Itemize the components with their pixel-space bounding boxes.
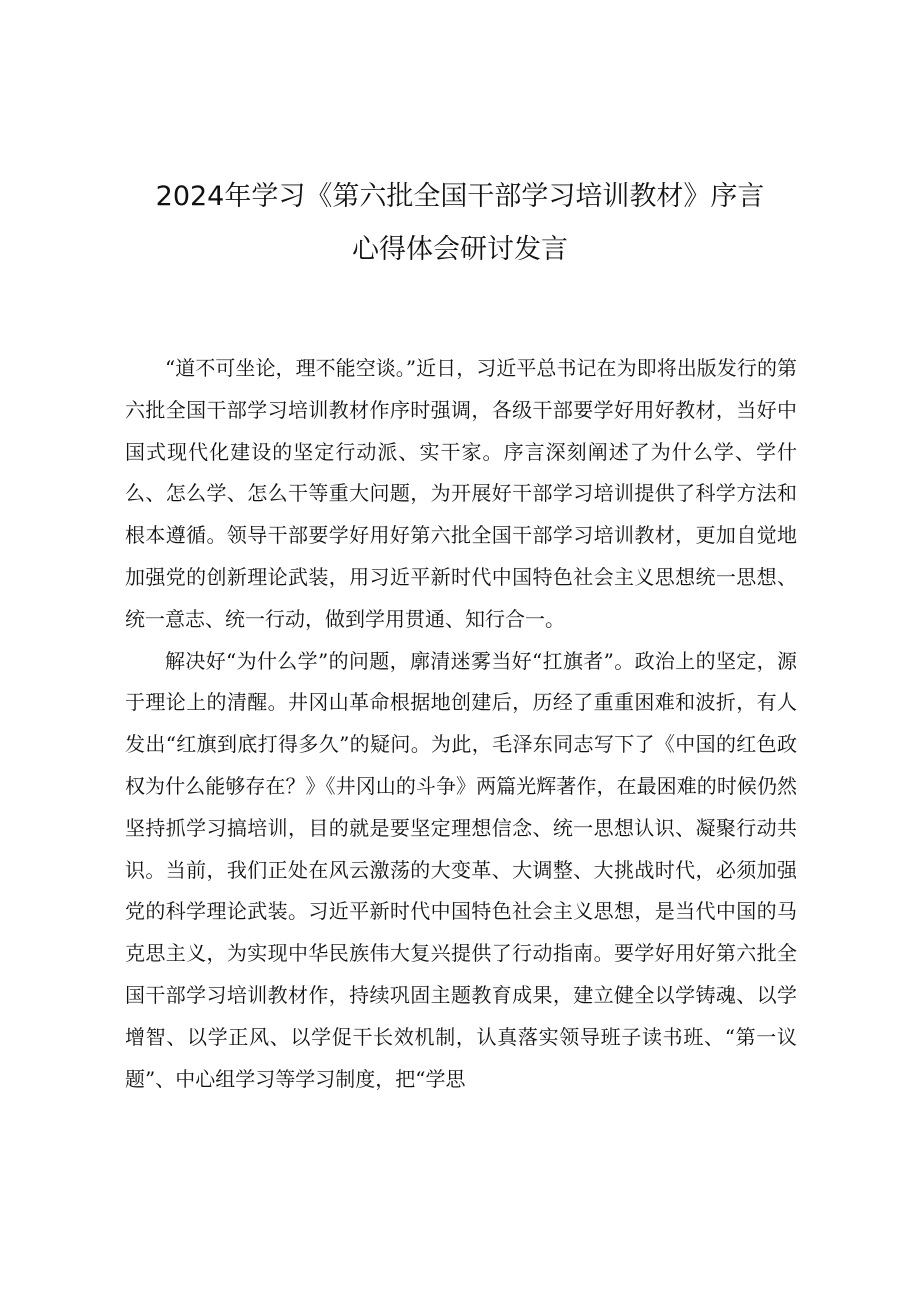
paragraph-2: 解决好“为什么学”的问题，廓清迷雾当好“扛旗者”。政治上的坚定，源于理论上的清醒。井冈山革命根据地创建后，历经了重重困难和波折，有人发出“红旗到底打得多久”的疑问。为此，毛泽东同志写下了《中国的红色政权为什么能够存在？》《井冈山的斗争》两篇光辉著作，在最困难的时候仍然坚持抓学习搞培训，目的就是要坚定理想信念、统一思想认识、凝聚行动共识。当前，我们正处在风云激荡的大变革、大调整、大挑战时代，必须加强党的科学理论武装。习近平新时代中国特色社会主义思想，是当代中国的马克思主义，为实现中华民族伟大复兴提供了行动指南。要学好用好第六批全国干部学习培训教材作，持续巩固主题教育成果，建立健全以学铸魂、以学增智、以学正风、以学促干长效机制，认真落实领导班子读书班、“第一议题”、中心组学习等学习制度，把“学思 xyxy=(125,648,797,1091)
document-body xyxy=(125,348,797,1100)
paragraph-1: “道不可坐论，理不能空谈。”近日，习近平总书记在为即将出版发行的第六批全国干部学习培训教材作序时强调，各级干部要学好用好教材，当好中国式现代化建设的坚定行动派、实干家。序言深刻阐述了为什么学、学什么、怎么学、怎么干等重大问题，为开展好干部学习培训提供了科学方法和根本遵循。领导干部要学好用好第六批全国干部学习培训教材，更加自觉地加强党的创新理论武装，用习近平新时代中国特色社会主义思想统一思想、统一意志、统一行动，做到学用贯通、知行合一。 xyxy=(125,356,797,631)
title-line-1: 2024年学习《第六批全国干部学习培训教材》序言 xyxy=(155,181,765,212)
document-title xyxy=(0,170,920,276)
title-line-2: 心得体会研讨发言 xyxy=(352,234,568,265)
